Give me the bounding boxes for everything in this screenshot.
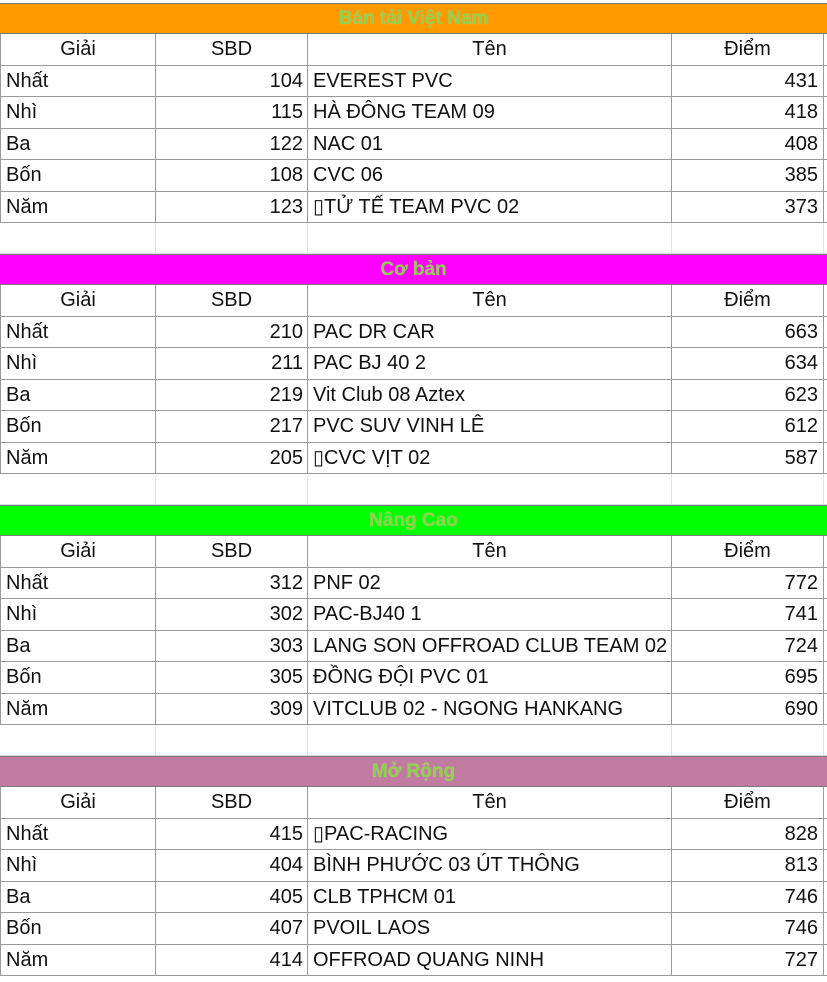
section-nang-cao [0, 505, 827, 756]
cell-ten[interactable]: PVOIL LAOS [308, 913, 672, 944]
cell-giai[interactable]: Ba [0, 380, 156, 411]
cell-diem[interactable]: 587 [672, 443, 824, 474]
cell-ten[interactable]: ▯CVC VỊT 02 [308, 443, 672, 474]
cell-ten[interactable]: ▯TỬ TẾ TEAM PVC 02 [308, 192, 672, 223]
section-co-ban [0, 254, 827, 505]
table-row [0, 850, 827, 882]
cell-giai[interactable]: Ba [0, 129, 156, 160]
cell-sbd[interactable]: 211 [156, 348, 308, 379]
cell-diem[interactable]: 695 [672, 662, 824, 693]
empty-row[interactable] [0, 474, 827, 505]
table-row [0, 443, 827, 475]
table-row [0, 694, 827, 726]
cell-diem[interactable]: 746 [672, 913, 824, 944]
section-ban-tai [0, 3, 827, 254]
cell-ten[interactable]: PNF 02 [308, 568, 672, 599]
cell-sbd[interactable]: 414 [156, 945, 308, 976]
cell-sbd[interactable]: 302 [156, 599, 308, 630]
table-row [0, 129, 827, 161]
header-sbd[interactable]: SBD [156, 285, 308, 316]
cell-diem[interactable]: 741 [672, 599, 824, 630]
cell-diem[interactable]: 772 [672, 568, 824, 599]
header-ten[interactable]: Tên [308, 536, 672, 567]
cell-ten[interactable]: CLB TPHCM 01 [308, 882, 672, 913]
cell-giai[interactable]: Bốn [0, 411, 156, 442]
cell-sbd[interactable]: 309 [156, 694, 308, 725]
cell-sbd[interactable]: 305 [156, 662, 308, 693]
cell-giai[interactable]: Năm [0, 192, 156, 223]
table-row [0, 819, 827, 851]
cell-sbd[interactable]: 415 [156, 819, 308, 850]
empty-row[interactable] [0, 725, 827, 756]
header-ten[interactable]: Tên [308, 285, 672, 316]
table-row [0, 380, 827, 412]
cell-ten[interactable]: HÀ ĐÔNG TEAM 09 [308, 97, 672, 128]
cell-sbd[interactable]: 219 [156, 380, 308, 411]
table-row [0, 882, 827, 914]
header-sbd[interactable]: SBD [156, 34, 308, 65]
cell-ten[interactable]: PAC DR CAR [308, 317, 672, 348]
cell-ten[interactable]: PAC-BJ40 1 [308, 599, 672, 630]
cell-sbd[interactable]: 205 [156, 443, 308, 474]
header-row [0, 285, 827, 317]
header-diem[interactable]: Điểm [672, 34, 824, 65]
cell-diem[interactable]: 746 [672, 882, 824, 913]
cell-ten[interactable]: ▯PAC-RACING [308, 819, 672, 850]
cell-ten[interactable]: BÌNH PHƯỚC 03 ÚT THÔNG [308, 850, 672, 881]
cell-giai[interactable]: Nhất [0, 568, 156, 599]
table-row [0, 160, 827, 192]
cell-diem[interactable]: 724 [672, 631, 824, 662]
cell-sbd[interactable]: 312 [156, 568, 308, 599]
section-title[interactable]: Bán tải Việt Nam [0, 3, 827, 34]
header-diem[interactable]: Điểm [672, 285, 824, 316]
cell-giai[interactable]: Năm [0, 694, 156, 725]
table-row [0, 317, 827, 349]
cell-diem[interactable]: 828 [672, 819, 824, 850]
table-row [0, 348, 827, 380]
cell-ten[interactable]: Vit Club 08 Aztex [308, 380, 672, 411]
cell-ten[interactable]: EVEREST PVC [308, 66, 672, 97]
cell-giai[interactable]: Bốn [0, 662, 156, 693]
cell-sbd[interactable]: 104 [156, 66, 308, 97]
table-row [0, 662, 827, 694]
table-row [0, 599, 827, 631]
cell-ten[interactable]: VITCLUB 02 - NGONG HANKANG [308, 694, 672, 725]
table-row [0, 411, 827, 443]
cell-sbd[interactable]: 210 [156, 317, 308, 348]
cell-ten[interactable]: OFFROAD QUANG NINH [308, 945, 672, 976]
cell-diem[interactable]: 634 [672, 348, 824, 379]
cell-giai[interactable]: Nhì [0, 850, 156, 881]
header-giai[interactable]: Giải [0, 536, 156, 567]
cell-ten[interactable]: ĐỒNG ĐỘI PVC 01 [308, 662, 672, 693]
cell-diem[interactable]: 385 [672, 160, 824, 191]
table-row [0, 97, 827, 129]
cell-sbd[interactable]: 115 [156, 97, 308, 128]
table-row [0, 913, 827, 945]
cell-ten[interactable]: PVC SUV VINH LÊ [308, 411, 672, 442]
cell-giai[interactable]: Nhất [0, 819, 156, 850]
header-diem[interactable]: Điểm [672, 787, 824, 818]
section-title[interactable]: Nâng Cao [0, 505, 827, 536]
cell-giai[interactable]: Nhất [0, 317, 156, 348]
header-giai[interactable]: Giải [0, 34, 156, 65]
cell-diem[interactable]: 690 [672, 694, 824, 725]
cell-diem[interactable]: 727 [672, 945, 824, 976]
cell-sbd[interactable]: 122 [156, 129, 308, 160]
header-ten[interactable]: Tên [308, 34, 672, 65]
table-row [0, 568, 827, 600]
section-title[interactable]: Cơ bản [0, 254, 827, 285]
cell-diem[interactable]: 663 [672, 317, 824, 348]
header-giai[interactable]: Giải [0, 285, 156, 316]
cell-giai[interactable]: Nhất [0, 66, 156, 97]
table-row [0, 631, 827, 663]
cell-giai[interactable]: Bốn [0, 160, 156, 191]
cell-ten[interactable]: PAC BJ 40 2 [308, 348, 672, 379]
cell-sbd[interactable]: 123 [156, 192, 308, 223]
cell-diem[interactable]: 813 [672, 850, 824, 881]
cell-sbd[interactable]: 405 [156, 882, 308, 913]
cell-diem[interactable]: 623 [672, 380, 824, 411]
header-sbd[interactable]: SBD [156, 536, 308, 567]
cell-diem[interactable]: 418 [672, 97, 824, 128]
table-row [0, 192, 827, 224]
cell-sbd[interactable]: 303 [156, 631, 308, 662]
cell-sbd[interactable]: 404 [156, 850, 308, 881]
header-row [0, 536, 827, 568]
cell-sbd[interactable]: 108 [156, 160, 308, 191]
cell-sbd[interactable]: 407 [156, 913, 308, 944]
cell-giai[interactable]: Nhì [0, 97, 156, 128]
cell-giai[interactable]: Nhì [0, 599, 156, 630]
cell-giai[interactable]: Ba [0, 631, 156, 662]
empty-row[interactable] [0, 223, 827, 254]
header-row [0, 787, 827, 819]
cell-giai[interactable]: Bốn [0, 913, 156, 944]
cell-giai[interactable]: Nhì [0, 348, 156, 379]
cell-diem[interactable]: 373 [672, 192, 824, 223]
table-row [0, 66, 827, 98]
cell-giai[interactable]: Ba [0, 882, 156, 913]
cell-giai[interactable]: Năm [0, 945, 156, 976]
cell-sbd[interactable]: 217 [156, 411, 308, 442]
header-row [0, 34, 827, 66]
header-giai[interactable]: Giải [0, 787, 156, 818]
header-sbd[interactable]: SBD [156, 787, 308, 818]
cell-ten[interactable]: LANG SON OFFROAD CLUB TEAM 02 [308, 631, 672, 662]
cell-diem[interactable]: 612 [672, 411, 824, 442]
cell-diem[interactable]: 408 [672, 129, 824, 160]
section-mo-rong [0, 756, 827, 976]
header-ten[interactable]: Tên [308, 787, 672, 818]
cell-giai[interactable]: Năm [0, 443, 156, 474]
cell-diem[interactable]: 431 [672, 66, 824, 97]
header-diem[interactable]: Điểm [672, 536, 824, 567]
table-row [0, 945, 827, 977]
section-title[interactable]: Mở Rộng [0, 756, 827, 787]
cell-ten[interactable]: NAC 01 [308, 129, 672, 160]
cell-ten[interactable]: CVC 06 [308, 160, 672, 191]
